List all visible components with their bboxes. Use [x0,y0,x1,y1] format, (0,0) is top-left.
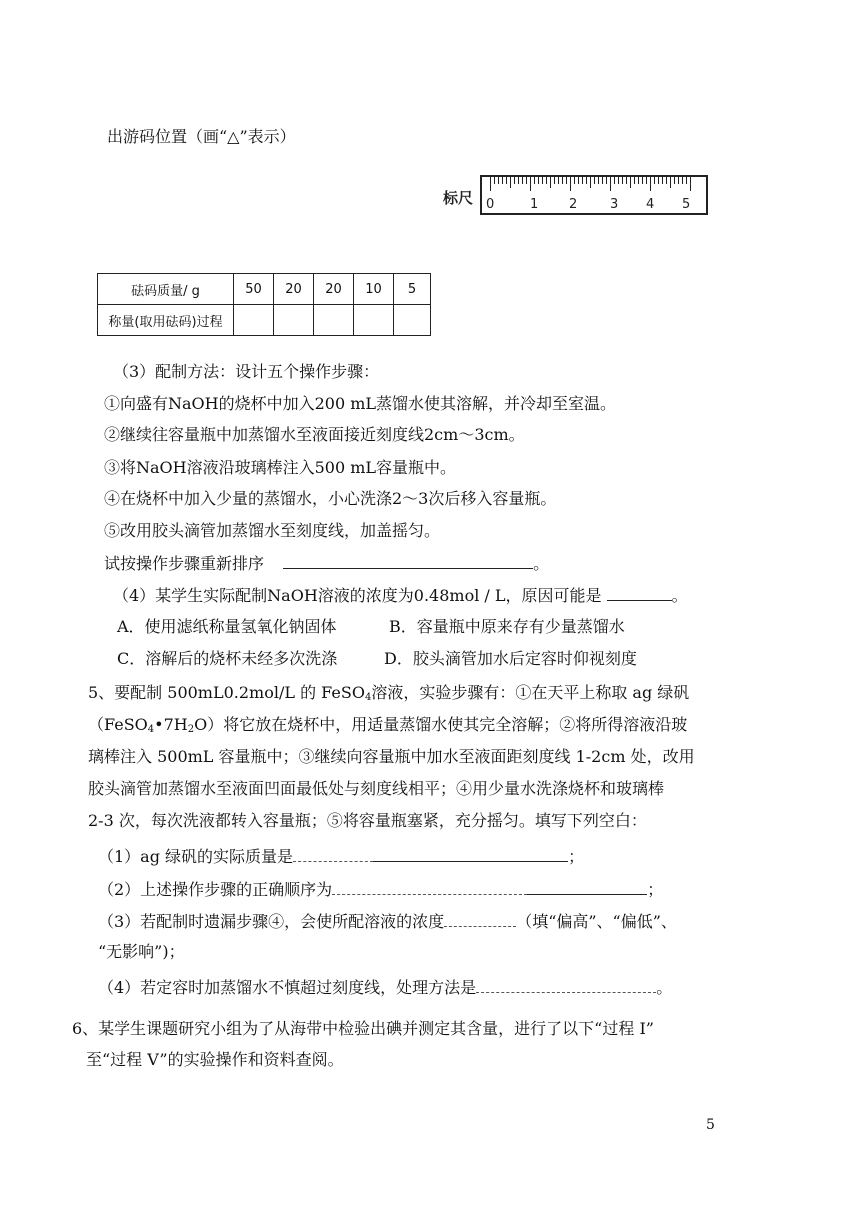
p6-line1: 6、某学生课题研究小组为了从海带中检验出碘并测定其含量，进行了以下“过程 I” [72,1019,654,1038]
q3-step2: ②继续往容量瓶中加蒸馏水至液面接近刻度线2cm～3cm。 [104,425,525,444]
ruler-tick [678,177,679,184]
ruler-tick [554,177,555,184]
ruler-tick [558,177,559,184]
ruler-tick [682,177,683,184]
ruler-tick [650,177,651,191]
ruler-tick [578,177,579,184]
ruler-number: 2 [569,197,578,212]
ruler-tick [610,177,611,191]
ruler-tick [574,177,575,184]
ruler-number: 3 [610,197,619,212]
q3-step1: ①向盛有NaOH的烧杯中加入200 mL蒸馏水使其溶解，并冷却至室温。 [104,394,617,413]
p5-sub1 [98,844,584,868]
ruler-tick [550,177,551,188]
table-row [98,305,431,336]
p5-line2 [88,714,687,741]
ruler-label: 标尺 [443,189,474,207]
ruler-tick [566,177,567,184]
ruler-tick [490,177,491,191]
ruler-tick [626,177,627,184]
ruler-tick [606,177,607,184]
table-cell-blank[interactable] [354,305,394,336]
ruler-tick [494,177,495,184]
ruler-tick [646,177,647,184]
intro-line: 出游码位置（画“△”表示） [107,127,296,146]
ruler-tick [546,177,547,184]
text: （3）若配制时遗漏步骤④，会使所配溶液的浓度 [98,912,445,931]
answer-blank[interactable] [476,975,656,993]
ruler-tick [522,177,523,184]
ruler-tick [530,177,531,191]
table-row [98,274,431,305]
ruler-number: 4 [646,197,655,212]
ruler-diagram [480,175,708,215]
ruler-tick [590,177,591,188]
q3-reorder-label: 试按操作步骤重新排序 [104,554,265,573]
end-mark: ； [647,880,664,899]
weights-table [97,273,431,336]
ruler-tick [506,177,507,184]
answer-blank[interactable] [293,844,373,862]
ruler-tick [594,177,595,184]
p5-sub3 [98,909,677,933]
p5-line4: 胶头滴管加蒸馏水至液面凹面最低处与刻度线相平；④用少量水洗涤烧杯和玻璃棒 [88,779,665,798]
ruler-tick [502,177,503,184]
p5-sub3-cont: “无影响”)； [98,942,185,961]
ruler-tick [498,177,499,184]
ruler-tick [690,177,691,191]
end-mark: ； [568,847,585,866]
answer-blank[interactable] [527,877,647,895]
option-c: C．溶解后的烧杯未经多次洗涤 [117,649,338,668]
p5-sub4 [98,975,672,999]
p5-line1 [88,682,689,709]
p6-line2: 至“过程 V”的实验操作和资料查阅。 [86,1050,344,1069]
text: O）将它放在烧杯中，用适量蒸馏水使其完全溶解；②将所得溶液沿玻 [194,715,688,734]
ruler-tick [618,177,619,184]
end-mark: 。 [656,978,673,997]
ruler-tick [538,177,539,184]
ruler-tick [562,177,563,184]
q4-question: （4）某学生实际配制NaOH溶液的浓度为0.48mol / L，原因可能是 [113,586,602,605]
table-cell-blank[interactable] [394,305,431,336]
table-cell: 20 [314,274,354,305]
subscript: 4 [364,692,372,703]
ruler-tick [686,177,687,184]
q3-reorder-line [104,551,549,575]
text: 溶液，实验步骤有：①在天平上称取 ag 绿矾 [371,683,690,702]
ruler-tick [674,177,675,184]
end-mark: 。 [533,554,550,573]
table-header-process: 称量(取用砝码)过程 [98,305,234,336]
subscript: 2 [187,724,195,735]
end-mark: 。 [671,586,688,605]
table-cell-blank[interactable] [234,305,274,336]
ruler-tick [586,177,587,184]
ruler-tick [514,177,515,184]
option-d: D．胶头滴管加水后定容时仰视刻度 [384,649,637,668]
ruler-tick [658,177,659,184]
answer-blank[interactable] [283,551,533,569]
option-b: B．容量瓶中原来存有少量蒸馏水 [389,617,625,636]
option-a: A．使用滤纸称量氢氧化钠固体 [117,617,337,636]
text: （1）ag 绿矾的实际质量是 [98,847,294,866]
ruler-tick [526,177,527,184]
ruler-tick [630,177,631,188]
ruler-tick [518,177,519,184]
page-number: 5 [706,1117,715,1133]
q4-line [113,583,688,607]
table-cell: 10 [354,274,394,305]
text: 5、要配制 500mL0.2mol/L 的 FeSO [88,683,365,702]
ruler-number: 1 [530,197,539,212]
ruler-tick [666,177,667,184]
ruler-tick [662,177,663,184]
ruler-tick [570,177,571,191]
ruler-tick [542,177,543,184]
table-cell-blank[interactable] [314,305,354,336]
ruler-tick [602,177,603,184]
ruler-tick [510,177,511,188]
q3-step5: ⑤改用胶头滴管加蒸馏水至刻度线，加盖摇匀。 [104,521,441,540]
text: （4）若定容时加蒸馏水不慎超过刻度线，处理方法是 [98,978,477,997]
answer-blank[interactable] [444,909,516,927]
answer-blank[interactable] [607,583,672,601]
table-header-mass: 砝码质量/ g [98,274,234,305]
text: （填“偏高”、“偏低”、 [516,912,677,931]
q3-title: （3）配制方法：设计五个操作步骤： [113,362,380,381]
q3-step3: ③将NaOH溶液沿玻璃棒注入500 mL容量瓶中。 [104,458,457,477]
q3-step4: ④在烧杯中加入少量的蒸馏水，小心洗涤2～3次后移入容量瓶。 [104,489,557,508]
text: •7H [154,715,188,734]
ruler-tick [598,177,599,184]
table-cell: 50 [234,274,274,305]
text: （2）上述操作步骤的正确顺序为 [98,880,333,899]
text: （FeSO [88,715,148,734]
table-cell: 20 [274,274,314,305]
answer-blank[interactable] [332,877,527,895]
ruler-tick [582,177,583,184]
subscript: 4 [147,724,155,735]
p5-line3: 璃棒注入 500mL 容量瓶中；③继续向容量瓶中加水至液面距刻度线 1-2cm 处，改用 [88,747,695,766]
ruler-tick [638,177,639,184]
ruler-tick [642,177,643,184]
p5-sub2 [98,877,663,901]
answer-blank[interactable] [373,844,568,862]
ruler-tick [634,177,635,184]
ruler-tick [670,177,671,188]
ruler-number: 5 [682,197,691,212]
p5-line5: 2-3 次，每次洗液都转入容量瓶；⑤将容量瓶塞紧，充分摇匀。填写下列空白： [88,811,647,830]
table-cell-blank[interactable] [274,305,314,336]
ruler-tick [622,177,623,184]
table-cell: 5 [394,274,431,305]
ruler-number: 0 [486,197,495,212]
ruler-tick [614,177,615,184]
ruler-tick [534,177,535,184]
ruler-tick [654,177,655,184]
